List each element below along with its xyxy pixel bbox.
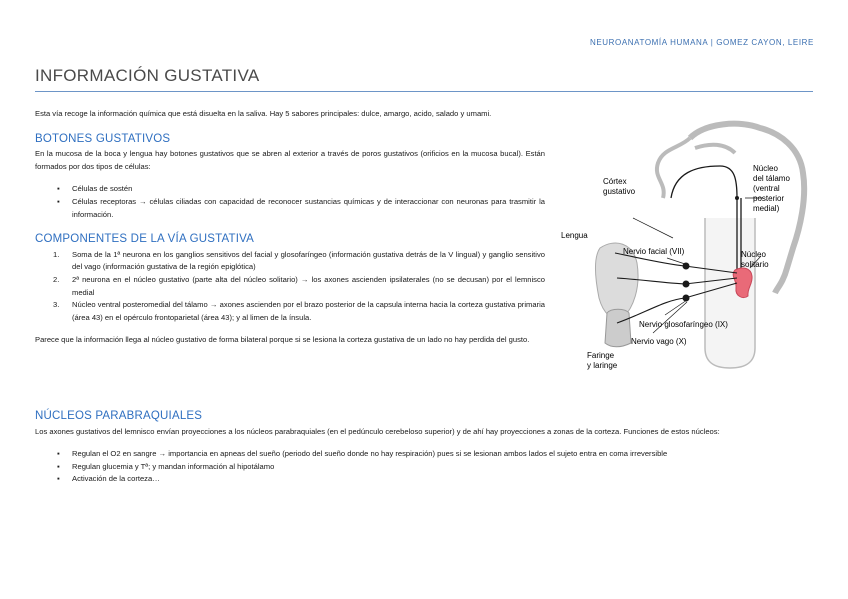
parabraquiales-paragraph: Los axones gustativos del lemnisco envían proyecciones a los núcleos parabraquiales (en el pedúnculo cerebeloso superior) y de ahí hay proyecciones a zonas de la corteza. Funciones de estos núcleos: (35, 426, 720, 436)
list-item (35, 274, 545, 299)
intro-paragraph: Esta vía recoge la información química que está disuelta en la saliva. Hay 5 sabores principales: dulce, amargo, acido, salado y umami. (35, 109, 492, 118)
label-thalamus: Núcleo del tálamo (ventral posterior medial) (753, 164, 790, 213)
running-header: NEUROANATOMÍA HUMANA | GOMEZ CAYON, LEIRE (589, 38, 814, 47)
bullet-icon: ▪ (57, 184, 60, 194)
list-number: 3. (53, 300, 60, 310)
label-tongue: Lengua (561, 231, 588, 240)
list-item-text: Núcleo ventral posteromedial del tálamo → axones ascienden por el brazo posterior de la capsula interna hacia la corteza gustativa primaria (área 43) en el opérculo frontoparietal (área 43); y al limen de la ínsula. (72, 300, 545, 322)
label-cortex: Córtex gustativo (603, 177, 636, 196)
section-heading-componentes: COMPONENTES DE LA VÍA GUSTATIVA (35, 233, 254, 246)
list-item (35, 461, 813, 474)
list-item-text: Soma de la 1ª neurona en los ganglios sensitivos del facial y glosofaríngeo (información gustativa detrás de la V lingual) y ganglio sensitivo del vago (información gustativa de la región epiglótica) (72, 249, 545, 272)
label-vagus-nerve: Nervio vago (X) (631, 337, 687, 346)
bullet-icon: ▪ (57, 449, 60, 459)
page-title: INFORMACIÓN GUSTATIVA (35, 66, 260, 85)
list-item-text: Regulan glucemia y Tª; y mandan información al hipotálamo (72, 461, 275, 471)
pathway-diagram (555, 118, 813, 380)
list-item (35, 196, 545, 221)
componentes-list (35, 249, 545, 325)
list-item-text: 2ª neurona en el núcleo gustativo (parte alta del núcleo solitario) → los axones ascienden ipsilaterales (no se decusan) por el lemnisco medial (72, 274, 545, 297)
list-item-text: Células receptoras → células ciliadas con capacidad de reconocer sustancias químicas y de interaccionar con neuronas para trasmitir la información. (72, 196, 545, 219)
list-item-text: Células de sostén (72, 184, 133, 194)
left-column (35, 108, 545, 347)
cortex-gyri (657, 138, 735, 198)
bullet-icon: ▪ (57, 196, 60, 206)
gustatory-pathway-figure (555, 118, 813, 380)
label-pharynx: Faringe y laringe (587, 351, 618, 370)
list-item-text: Activación de la corteza… (72, 474, 160, 484)
list-number: 1. (53, 249, 60, 259)
label-facial-nerve: Nervio facial (VII) (623, 247, 685, 256)
title-divider (35, 91, 813, 92)
list-item (35, 299, 545, 324)
pharynx-shape (605, 309, 631, 347)
list-item (35, 249, 545, 274)
bullet-icon: ▪ (57, 474, 60, 484)
glossopharyngeal-ganglion (683, 281, 690, 288)
list-item-text: Regulan el O2 en sangre → importancia en apneas del sueño (periodo del sueño donde no hay respiración) pues si se lesionan ambos lados el sujeto entra en coma irreversible (72, 449, 668, 459)
list-item (35, 183, 545, 196)
botones-paragraph: En la mucosa de la boca y lengua hay botones gustativos que se abren al exterior a través de poros gustativos (orificios en la mucosa bucal). Están formados por dos tipos de células: (35, 149, 545, 171)
botones-list (35, 183, 545, 221)
list-number: 2. (53, 274, 60, 284)
parabraquiales-list (35, 448, 813, 486)
section-heading-parabraquiales: NÚCLEOS PARABRAQUIALES (35, 410, 203, 422)
list-item (35, 448, 813, 461)
label-glossopharyngeal-nerve: Nervio glosofaríngeo (IX) (639, 320, 728, 329)
section-heading-botones: BOTONES GUSTATIVOS (35, 132, 171, 145)
bullet-icon: ▪ (57, 461, 60, 471)
list-item (35, 473, 813, 486)
label-solitary-nucleus: Núcleo solitario (741, 250, 769, 269)
componentes-note: Parece que la información llega al núcleo gustativo de forma bilateral porque si se lesiona la corteza gustativa de un lado no hay perdida del gusto. (35, 335, 530, 345)
parabraquiales-section (35, 410, 813, 486)
thalamus-dot (735, 196, 739, 200)
